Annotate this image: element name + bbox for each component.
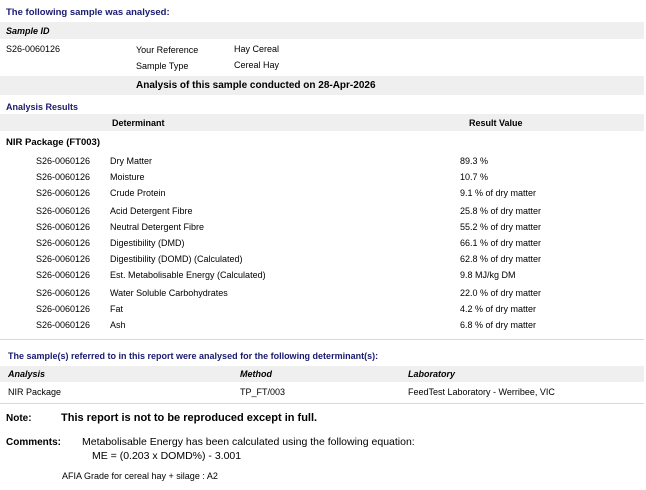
row-result: 6.8 % of dry matter [460,320,537,330]
row-determinant: Moisture [110,172,145,182]
divider [0,339,644,340]
row-result: 55.2 % of dry matter [460,222,542,232]
your-reference-value: Hay Cereal [234,44,280,54]
sample-id-value: S26-0060126 [6,44,61,54]
row-result: 89.3 % [460,156,489,166]
laboratory-column-header: Laboratory [408,369,456,379]
row-sample-id: S26-0060126 [36,172,91,182]
row-determinant: Est. Metabolisable Energy (Calculated) [110,270,266,280]
methods-heading: The sample(s) referred to in this report were analysed for the following determinant(s): [8,351,379,361]
row-determinant: Water Soluble Carbohydrates [110,288,228,298]
comment-line-1: Metabolisable Energy has been calculated using the following equation: [82,436,415,448]
row-result: 10.7 % [460,172,489,182]
row-determinant: Neutral Detergent Fibre [110,222,205,232]
note-text: This report is not to be reproduced except in full. [61,412,318,424]
row-sample-id: S26-0060126 [36,156,91,166]
row-sample-id: S26-0060126 [36,222,91,232]
row-result: 25.8 % of dry matter [460,206,542,216]
row-sample-id: S26-0060126 [36,238,91,248]
result-value-column-header: Result Value [469,118,523,128]
row-sample-id: S26-0060126 [36,254,91,264]
method-value: TP_FT/003 [240,387,286,397]
row-result: 66.1 % of dry matter [460,238,542,248]
analysis-value: NIR Package [8,387,62,397]
row-determinant: Fat [110,304,124,314]
laboratory-value: FeedTest Laboratory - Werribee, VIC [408,387,555,397]
row-result: 9.8 MJ/kg DM [460,270,516,280]
results-heading: Analysis Results [6,102,79,112]
row-determinant: Digestibility (DOMD) (Calculated) [110,254,243,264]
row-sample-id: S26-0060126 [36,304,91,314]
sample-type-value: Cereal Hay [234,60,280,70]
comment-equation: ME = (0.203 x DOMD%) - 3.001 [92,450,242,462]
row-determinant: Crude Protein [110,188,166,198]
methods-header-band [0,366,644,382]
row-sample-id: S26-0060126 [36,270,91,280]
row-result: 62.8 % of dry matter [460,254,542,264]
sample-type-label: Sample Type [136,61,189,71]
method-column-header: Method [240,369,272,379]
row-result: 22.0 % of dry matter [460,288,542,298]
sample-id-header-band [0,22,644,39]
comments-label: Comments: [6,437,62,448]
row-sample-id: S26-0060126 [36,188,91,198]
row-determinant: Digestibility (DMD) [110,238,185,248]
row-sample-id: S26-0060126 [36,206,91,216]
analysis-date-text: Analysis of this sample conducted on 28-Apr-2026 [136,80,376,91]
row-sample-id: S26-0060126 [36,320,91,330]
sample-heading: The following sample was analysed: [6,7,170,18]
row-determinant: Acid Detergent Fibre [110,206,193,216]
package-label: NIR Package (FT003) [6,137,100,148]
afia-grade-text: AFIA Grade for cereal hay + silage : A2 [62,471,218,481]
determinant-column-header: Determinant [112,118,165,128]
sample-id-label: Sample ID [6,26,50,36]
row-determinant: Dry Matter [110,156,153,166]
row-result: 4.2 % of dry matter [460,304,537,314]
divider [0,403,644,404]
results-header-band [0,114,644,131]
row-result: 9.1 % of dry matter [460,188,537,198]
note-label: Note: [6,413,32,424]
row-determinant: Ash [110,320,126,330]
row-sample-id: S26-0060126 [36,288,91,298]
analysis-column-header: Analysis [8,369,46,379]
your-reference-label: Your Reference [136,45,199,55]
